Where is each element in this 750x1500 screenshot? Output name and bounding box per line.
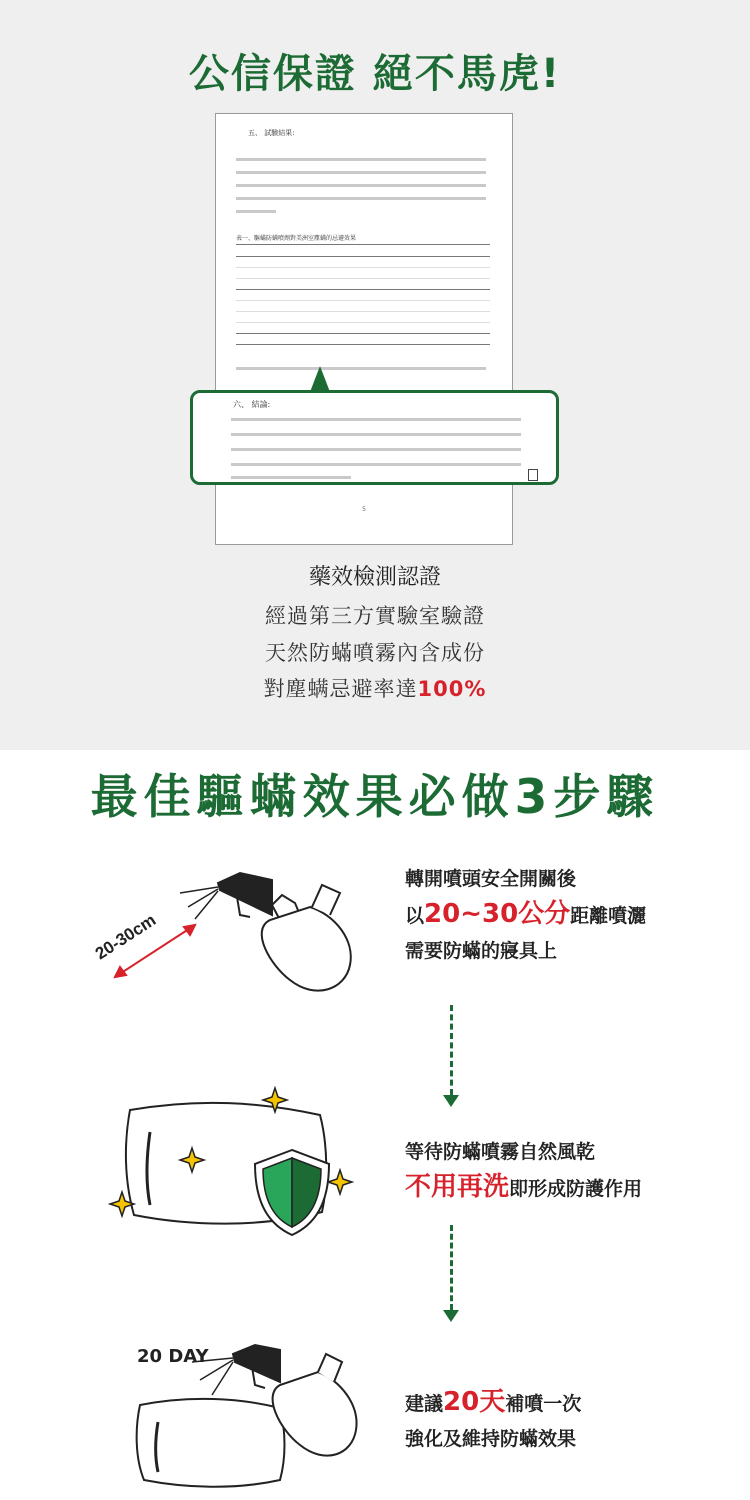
cert-line-2: 天然防蟎噴霧內含成份	[265, 641, 485, 665]
doc-text-line	[236, 210, 276, 213]
spray-pillow-icon	[130, 1340, 370, 1490]
conclusion-heading: 六、 結論:	[233, 400, 271, 409]
conclusion-text-line	[231, 448, 521, 451]
step1-line3: 需要防蟎的寢具上	[405, 940, 558, 962]
doc-table-rule	[236, 344, 490, 345]
doc-table-row	[236, 300, 490, 301]
down-arrow-icon	[443, 1095, 459, 1107]
step2-no-wash-highlight: 不用再洗	[405, 1172, 510, 1202]
distance-label: 20-30cm	[91, 910, 160, 964]
spray-bottle-icon	[91, 845, 390, 1025]
step1-text	[405, 862, 646, 969]
down-arrow-icon	[443, 1310, 459, 1322]
doc-table-rule	[236, 333, 490, 334]
cert-rate-highlight: 100%	[417, 677, 487, 701]
step1-line2-suffix: 距離噴灑	[570, 905, 647, 927]
step1-line2-prefix: 以	[405, 905, 425, 927]
cert-line-1: 經過第三方實驗室驗證	[265, 604, 485, 628]
doc-text-line	[236, 171, 486, 174]
doc-table-rule	[236, 289, 490, 290]
step1-line2	[405, 897, 646, 934]
callout-pointer	[310, 366, 330, 392]
doc-table-title: 表一、驅蟎防螨噴劑對美洲室塵螨的忌避效果	[236, 235, 357, 242]
flow-connector	[450, 1005, 453, 1095]
step2-line2-suffix: 即形成防護作用	[509, 1178, 643, 1200]
step1-line1: 轉開噴頭安全開關後	[405, 868, 577, 890]
conclusion-text-line	[231, 476, 351, 479]
doc-table-rule	[236, 256, 490, 257]
cert-heading: 藥效檢測認證	[308, 565, 441, 590]
top-title: 公信保證 絕不馬虎!	[188, 51, 562, 97]
step3-text	[405, 1385, 581, 1457]
step3-line2: 強化及維持防蟎效果	[405, 1428, 577, 1450]
doc-page-number: 5	[362, 506, 366, 513]
flow-connector	[450, 1225, 453, 1310]
step2-line2	[405, 1170, 642, 1207]
step2-line1: 等待防蟎噴霧自然風乾	[405, 1141, 596, 1163]
step1-distance-highlight: 20~30公分	[424, 899, 571, 929]
step3-line1-suffix: 補噴一次	[505, 1393, 582, 1415]
steps-title: 最佳驅蟎效果必做3步驟	[90, 770, 660, 825]
stamp-mark	[528, 469, 538, 481]
conclusion-text-line	[231, 463, 521, 466]
doc-table-row	[236, 311, 490, 312]
conclusion-text-line	[231, 418, 521, 421]
doc-text-line	[236, 158, 486, 161]
step3-line1-prefix: 建議	[405, 1393, 444, 1415]
cert-line-3-text: 對塵螨忌避率達	[263, 677, 418, 701]
doc-table-row	[236, 278, 490, 279]
cert-line-3	[0, 673, 750, 703]
doc-table-row	[236, 322, 490, 323]
pillow-icon	[110, 1080, 370, 1240]
doc-text-line	[236, 184, 486, 187]
doc-text-line	[236, 367, 486, 370]
doc-table-row	[236, 267, 490, 268]
doc-section-heading: 五、 試驗結果:	[248, 129, 295, 137]
step2-text	[405, 1135, 642, 1207]
doc-table-rule	[236, 244, 490, 245]
day-label: 20 DAY	[137, 1346, 209, 1367]
step3-days-highlight: 20天	[443, 1387, 506, 1417]
step3-line1	[405, 1385, 581, 1422]
conclusion-callout	[190, 390, 559, 485]
doc-text-line	[236, 197, 486, 200]
conclusion-text-line	[231, 433, 521, 436]
